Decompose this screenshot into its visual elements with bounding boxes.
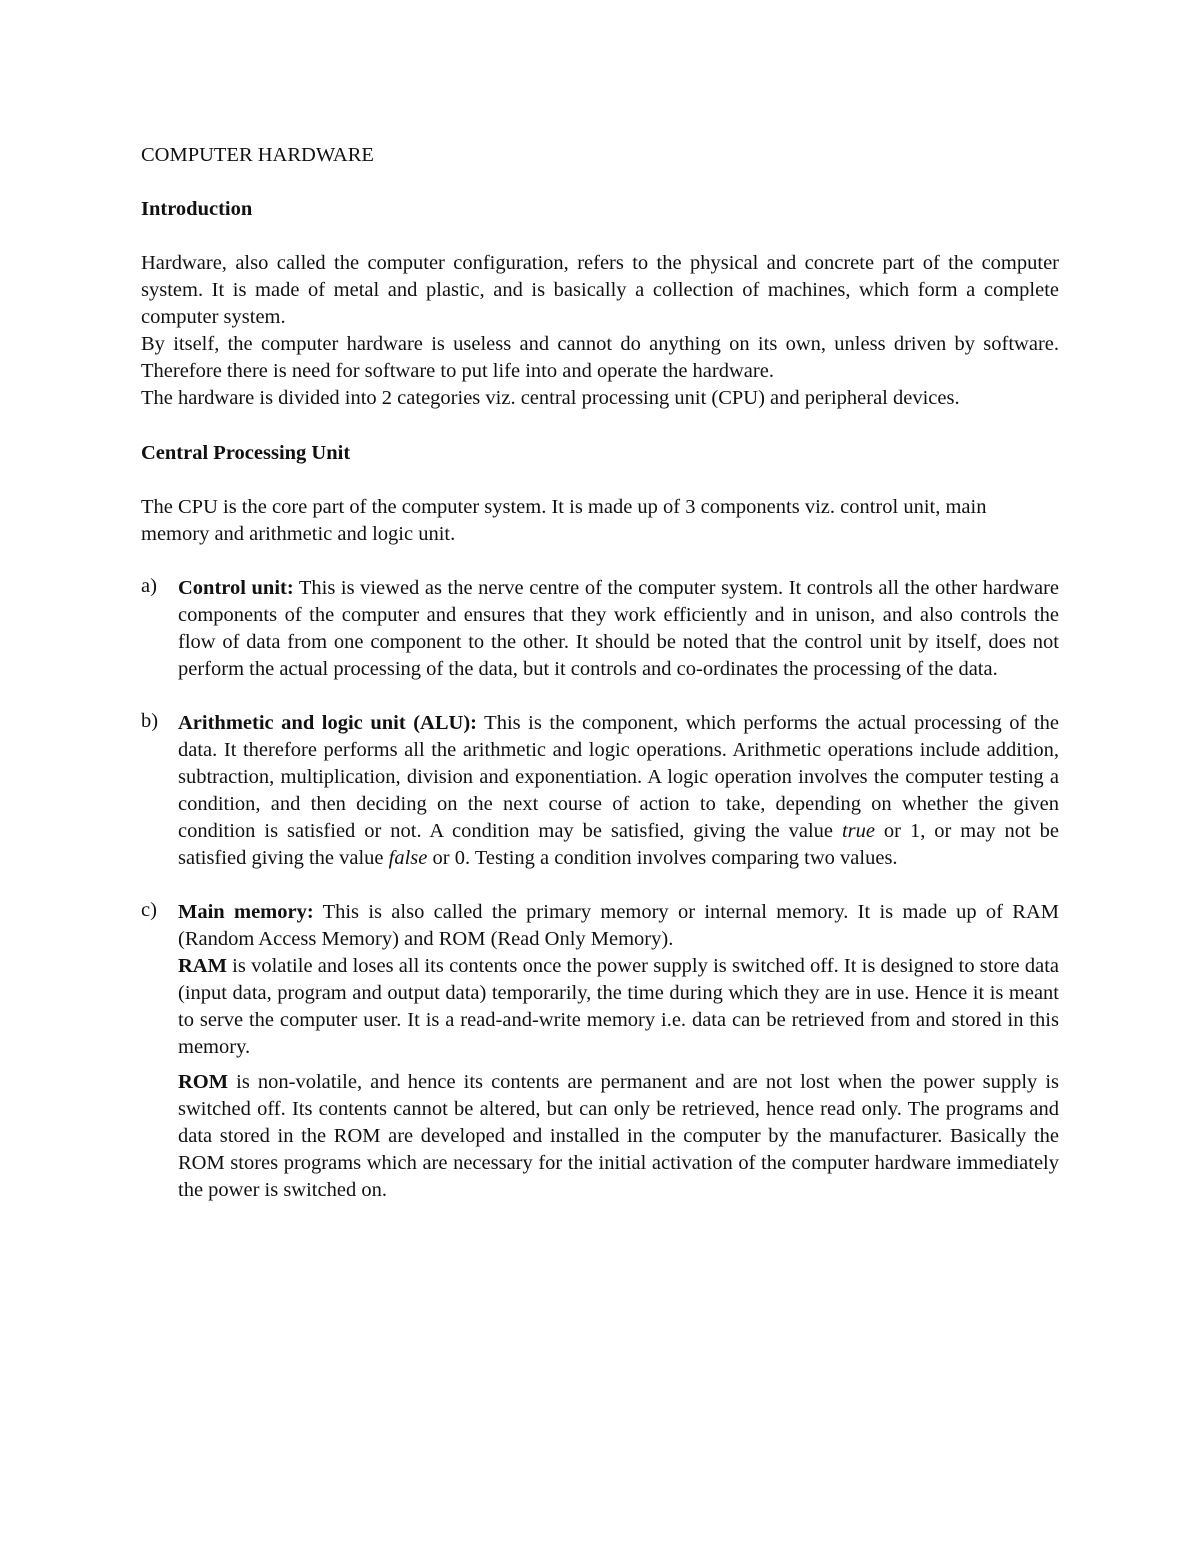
list-item-alu [141, 710, 1059, 872]
ram-paragraph [178, 953, 1059, 1061]
ram-text: is volatile and loses all its contents once the power supply is switched off. It is designed to store data (input data, program and output data) temporarily, the time during which they are in use. Hence it is meant to serve the computer user. It is a read-and-write memory i.e. data can be retrieved from and stored in this memory. [178, 955, 1059, 1058]
heading-central-processing-unit: Central Processing Unit [141, 442, 351, 464]
alu-text-1: This is the component, which performs the actual processing of the data. It therefore performs all the arithmetic and logic operations. Arithmetic operations include addition, subtraction, multiplication, division and exponentiation. A logic operation involves the computer testing a condition, and then deciding on the next course of action to take, depending on whether the given condition is satisfied or not. A condition may be satisfied, giving the value [178, 712, 1059, 842]
list-item-control-unit [141, 575, 1059, 683]
control-unit-text: This is viewed as the nerve centre of the computer system. It controls all the other hardware components of the computer and ensures that they work efficiently and in unison, and also controls the flow of data from one component to the other. It should be noted that the control unit by itself, does not perform the actual processing of the data, but it controls and co-ordinates the processing of the data. [178, 577, 1059, 680]
document-page [141, 142, 1059, 1231]
introduction-section [141, 250, 1059, 412]
alu-text-2: or 1, or may not be satisfied giving the value [178, 820, 1059, 869]
term-control-unit: Control unit: [178, 577, 294, 599]
list-marker: a) [141, 575, 157, 597]
heading-introduction: Introduction [141, 198, 253, 220]
list-marker: b) [141, 710, 159, 732]
main-memory-paragraph [178, 899, 1059, 953]
value-true: true [841, 820, 875, 842]
document-title: COMPUTER HARDWARE [141, 144, 374, 166]
term-main-memory: Main memory: [178, 901, 314, 923]
rom-text: is non-volatile, and hence its contents are permanent and are not lost when the power supply is switched off. Its contents cannot be altered, but can only be retrieved, hence read only. The programs and data stored in the ROM are developed and installed in the computer by the manufacturer. Basically the ROM stores programs which are necessary for the initial activation of the computer hardware immediately the power is switched on. [178, 1071, 1059, 1201]
term-ram: RAM [178, 955, 227, 977]
alu-paragraph [178, 710, 1059, 872]
alu-text-3: or 0. Testing a condition involves comparing two values. [427, 847, 898, 869]
intro-paragraph-1: Hardware, also called the computer configuration, refers to the physical and concrete part of the computer system. It is made of metal and plastic, and is basically a collection of machines, which form a complete computer system. [141, 252, 1059, 328]
intro-paragraph-3: The hardware is divided into 2 categories viz. central processing unit (CPU) and peripheral devices. [141, 387, 960, 409]
term-rom: ROM [178, 1071, 229, 1093]
term-alu: Arithmetic and logic unit (ALU): [178, 712, 477, 734]
rom-paragraph [178, 1069, 1059, 1204]
list-marker: c) [141, 899, 157, 921]
control-unit-paragraph [178, 575, 1059, 683]
intro-paragraph-2: By itself, the computer hardware is useless and cannot do anything on its own, unless driven by software. Therefore there is need for software to put life into and operate the hardware. [141, 333, 1059, 382]
cpu-intro-paragraph: The CPU is the core part of the computer system. It is made up of 3 components viz. control unit, main memory and arithmetic and logic unit. [141, 496, 987, 545]
main-memory-text: This is also called the primary memory or internal memory. It is made up of RAM (Random Access Memory) and ROM (Read Only Memory). [178, 901, 1059, 950]
list-item-main-memory [141, 899, 1059, 1204]
value-false: false [388, 847, 428, 869]
